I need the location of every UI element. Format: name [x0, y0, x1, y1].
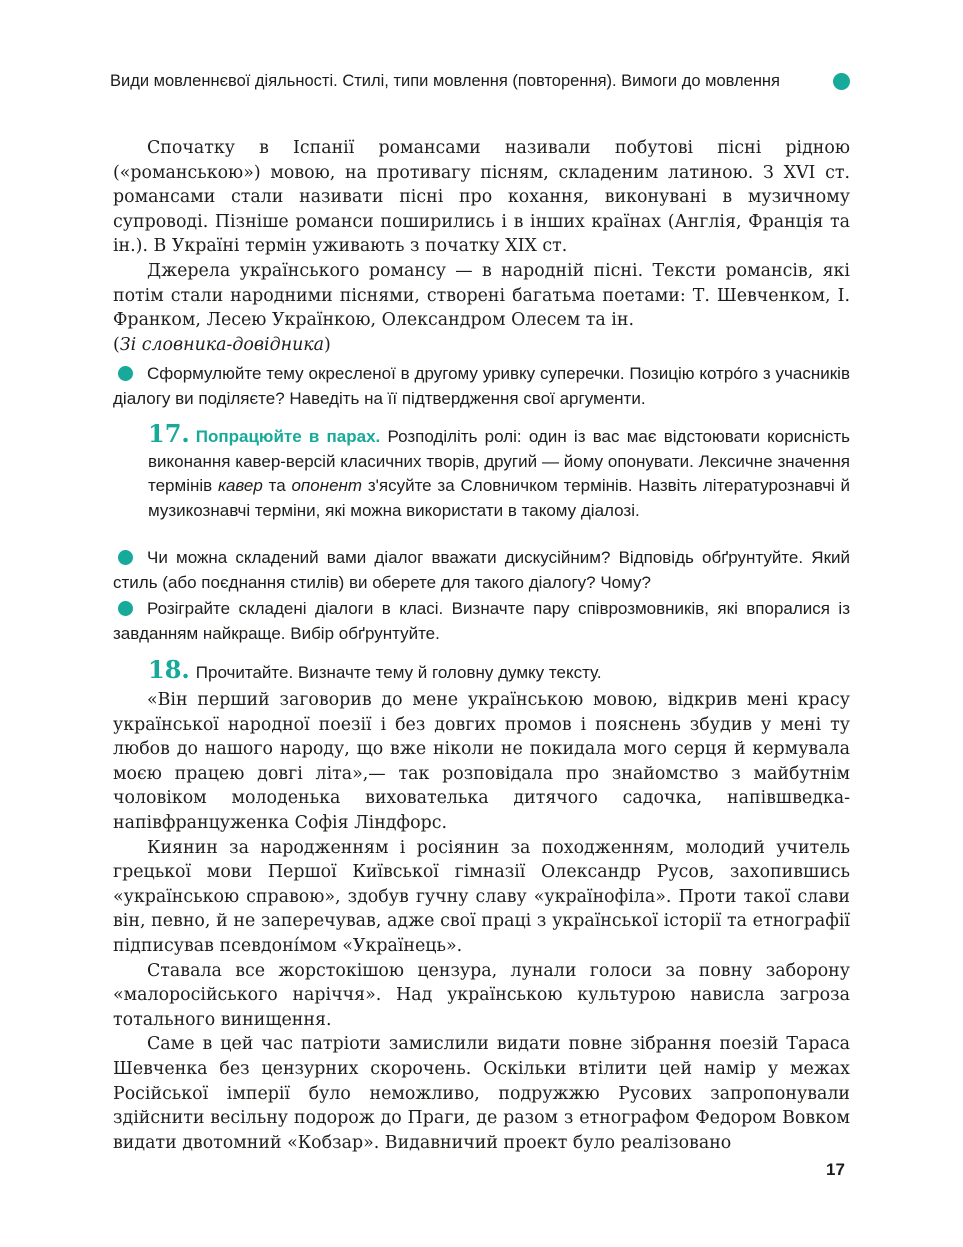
intro-source: (Зі словника-довідника) [113, 334, 331, 355]
task-17 [148, 419, 850, 523]
text18-paragraph-4: Саме в цей час патріоти замислили видати повне зібрання поезій Тараса Шевченка без цензурних скорочень. Оскільки втілити цей намір у межах Російської імперії було неможливо, подружжю Русових запропонували здійснити весільну подорож до Праги, де разом з етнографом Федором Вовком видати двотомний «Кобзар». Видавничий проект було реалізовано [113, 1034, 850, 1153]
bullet-dot-icon [118, 601, 133, 616]
task-17-text-b: та [262, 476, 292, 496]
task-17-text-a: Розподіліть ролі: один із вас має відстоювати корисність виконання кавер-версій класичних творів, другий — йому опонувати. Лексичне значення термінів [148, 427, 850, 496]
intro-text [113, 136, 850, 357]
term-opponent: опонент [291, 476, 363, 496]
task-17-text-c: з'ясуйте за Словничком термінів. Назвіть літературознавчі й музикознавчі терміни, які можна використати в такому діалозі. [148, 476, 850, 520]
question-bullet-1 [113, 362, 850, 411]
header-marker-dot [833, 73, 850, 90]
task-18-number: 18. [148, 655, 190, 684]
text18-paragraph-2: Киянин за народженням і росіянин за походженням, молодий учитель грецької мови Першої Київської гімназії Олександр Русов, захопившись «українською справою», здобув гучну славу «українофіла». Проти такої слави він, певно, й не заперечував, адже свої праці з української історії та етнографії підписував псевдоні́мом «Українець». [113, 837, 850, 956]
term-cover: кавер [217, 476, 263, 496]
intro-paragraph-2: Джерела українського романсу — в народній пісні. Тексти романсів, які потім стали народними піснями, створені багатьма поетами: Т. Шевченком, І. Франком, Лесею Українкою, Олександром Олесем та ін. [113, 260, 850, 331]
running-header: Види мовленнєвої діяльності. Стилі, типи мовлення (повторення). Вимоги до мовлення [110, 72, 780, 90]
task-18-text [113, 688, 850, 1155]
intro-paragraph-1: Спочатку в Іспанії романсами називали побутові пісні рідною («романською») мовою, на противагу пісням, складеним латиною. З XVI ст. романсами стали називати пісні про кохання, виконувані в музичному супроводі. Пізніше романси поширились і в інших країнах (Англія, Франція та ін.). В Україні термін уживають з початку XIX ст. [113, 138, 850, 257]
task-18 [148, 655, 850, 686]
question-bullet-3 [113, 597, 850, 646]
task-17-label: Попрацюйте в парах. [195, 427, 381, 446]
bullet-dot-icon [118, 366, 133, 381]
task-18-instruction: Прочитайте. Визначте тему й головну думку тексту. [195, 663, 602, 682]
bullet-text-2: Чи можна складений вами діалог вважати дискусійним? Відповідь обґрунтуйте. Який стиль (або поєднання стилів) ви оберете для такого діалогу? Чому? [113, 548, 850, 592]
text18-paragraph-3: Ставала все жорстокішою цензура, лунали голоси за повну заборону «малоросійського наріччя». Над українською культурою нависла загроза тотального винищення. [113, 960, 850, 1030]
bullet-text-3: Розіграйте складені діалоги в класі. Визначте пару співрозмовників, які впоралися із завданням найкраще. Вибір обґрунтуйте. [113, 599, 850, 643]
task-17-number: 17. [148, 419, 190, 448]
intro-source-text: Зі словника-довідника [119, 334, 325, 355]
text18-paragraph-1: «Він перший заговорив до мене українською мовою, відкрив мені красу української народної поезії і без довгих промов і пояснень збудив у мені ту любов до нашого народу, що вже ніколи не покидала мого серця й кермувала моєю працею довгі літа»,— так розповідала про знайомство з майбутнім чоловіком молоденька вихователька дитячого садочка, напівшведка-напівфранцуженка Софія Ліндфорс. [113, 690, 850, 833]
question-bullet-2 [113, 546, 850, 595]
bullet-text-1: Сформулюйте тему окресленої в другому уривку суперечки. Позицію котро́го з учасників діалогу ви поділяєте? Наведіть на її підтвердження свої аргументи. [113, 364, 850, 408]
bullet-dot-icon [118, 550, 133, 565]
page-number: 17 [826, 1160, 845, 1179]
